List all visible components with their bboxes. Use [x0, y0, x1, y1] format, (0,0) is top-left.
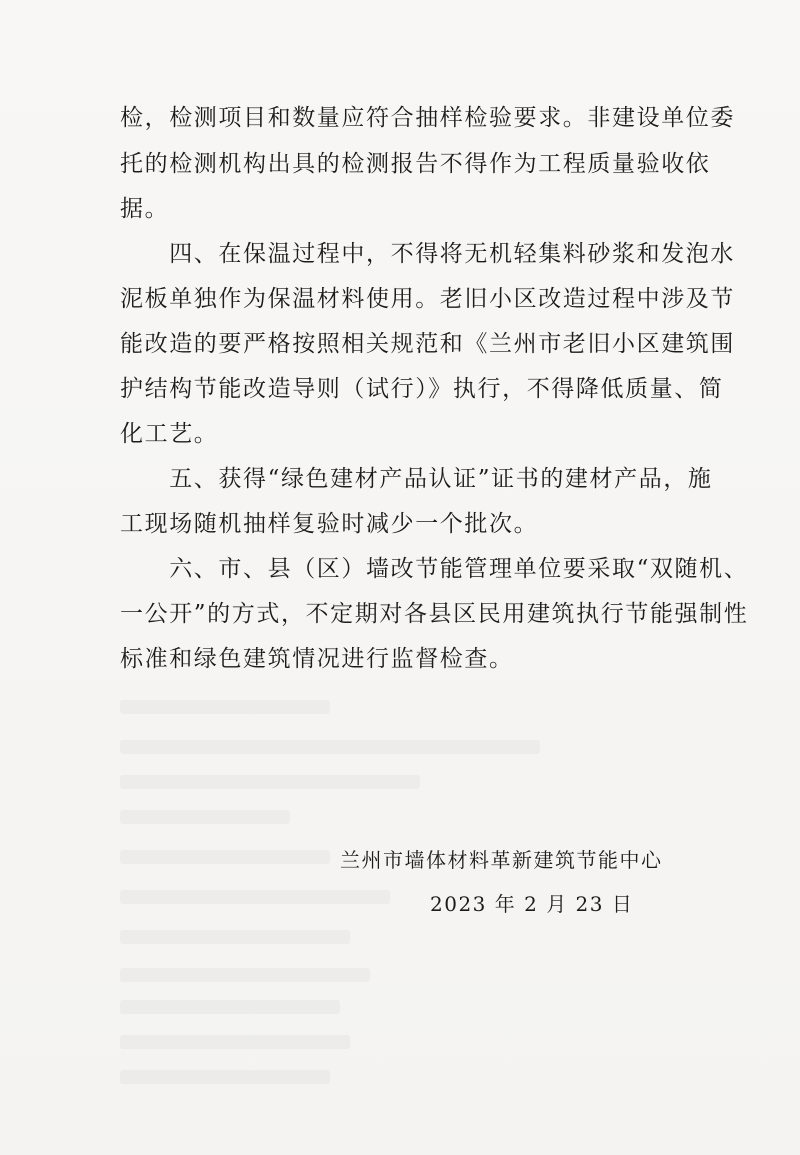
- section-six-line: 六、市、县（区）墙改节能管理单位要采取“双随机、: [120, 556, 749, 582]
- section-four-line: 泥板单独作为保温材料使用。老旧小区改造过程中涉及节: [120, 286, 735, 312]
- bleed-through-mark: [120, 810, 290, 824]
- section-four-line: 护结构节能改造导则（试行）》执行，不得降低质量、简: [120, 376, 724, 402]
- bleed-through-mark: [120, 1035, 350, 1049]
- section-four-line: 能改造的要严格按照相关规范和《兰州市老旧小区建筑围: [120, 331, 735, 357]
- bleed-through-mark: [120, 1000, 340, 1014]
- section-four-line: 化工艺。: [120, 421, 219, 447]
- body-text-line: 检，检测项目和数量应符合抽样检验要求。非建设单位委: [120, 105, 735, 131]
- bleed-through-mark: [120, 740, 540, 754]
- section-five-line: 工现场随机抽样复验时减少一个批次。: [120, 511, 539, 537]
- body-text-line: 托的检测机构出具的检测报告不得作为工程质量验收依: [120, 151, 711, 177]
- bleed-through-mark: [120, 700, 330, 714]
- bleed-through-mark: [120, 968, 370, 982]
- body-text-line: 据。: [120, 196, 170, 222]
- section-six-line: 一公开”的方式，不定期对各县区民用建筑执行节能强制性: [120, 601, 749, 627]
- bleed-through-mark: [120, 775, 420, 789]
- bleed-through-mark: [120, 890, 390, 904]
- bleed-through-mark: [120, 850, 330, 864]
- issuing-organization: 兰州市墙体材料革新建筑节能中心: [340, 848, 663, 872]
- section-four-line: 四、在保温过程中，不得将无机轻集料砂浆和发泡水: [120, 241, 735, 267]
- section-six-line: 标准和绿色建筑情况进行监督检查。: [120, 646, 514, 672]
- bleed-through-mark: [120, 930, 350, 944]
- issue-date: 2023 年 2 月 23 日: [430, 892, 634, 916]
- bleed-through-mark: [120, 1070, 330, 1084]
- section-five-line: 五、获得“绿色建材产品认证”证书的建材产品，施: [120, 466, 713, 492]
